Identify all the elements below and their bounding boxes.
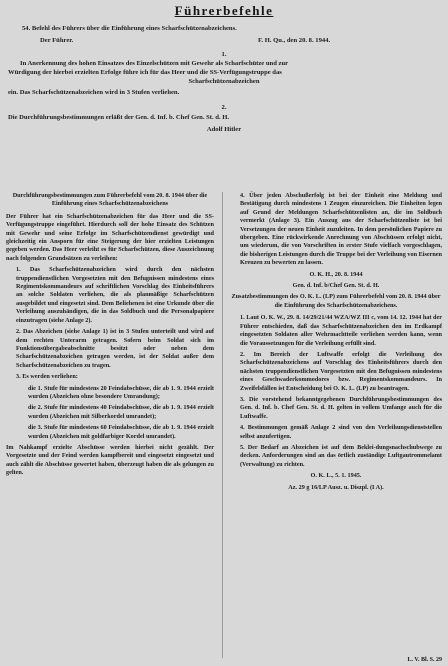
order-place-date: F. H. Qu., den 20. 8. 1944. (258, 37, 331, 44)
page-reference: L. V. Bl. S. 29 (407, 657, 442, 663)
section-1-line-2: Würdigung der hierbei erzielten Erfolge führe ich für das Heer und die SS-Verfügungstruppe das (8, 69, 282, 76)
right-sign-1a: O. K. H., 20. 8. 1944 (309, 270, 363, 278)
left-item-2: 2. Das Abzeichen (siehe Anlage 1) ist in 3 Stufen unterteilt und wird auf dem rechten Unterarm getragen. Sofern beim Soldat sich im Funktionsübergabeabschnitte besitzt oder neben dem Scharfschützenabzeichen getragen werden, ist der Soldat außer dem Scharfschützenabzeichen zu tragen. (16, 328, 214, 369)
right-sign-2a: O. K. L., 5. 1. 1945. (310, 472, 362, 480)
document-title: Führerbefehle (174, 3, 274, 18)
section-1-tail: ein. Das Scharfschützenabzeichen wird in 3 Stufen verliehen. (8, 89, 180, 96)
right-z-item-5: 5. Der Bedarf an Abzeichen ist auf dem Beklei-dungsnachschubwege zu decken. Anforderungen sind an das örtlich zuständige Luftgautrommelamt (Verwaltung) zu richten. (240, 443, 442, 468)
section-1-line-1: In Anerkennung des hohen Einsatzes des Einzelschützen mit Gewehr als Scharfschütze und zur (20, 60, 289, 67)
signature: Adolf Hitler (206, 126, 242, 133)
section-1-line-3: Scharfschützenabzeichen (188, 78, 260, 85)
right-heading-2: Zusatzbestimmungen des O. K. L. (LP) zum Führerbefehl vom 20. 8. 1944 über die Einführung des Scharfschützenabzeichens. (231, 293, 441, 309)
section-2-number: 2. (221, 104, 227, 111)
left-level-3: die 3. Stufe für mindestens 60 Feindabschüsse, die ab 1. 9. 1944 erzielt wurden (Abzeichen mit goldfarbiger Kordel umrandet). (28, 424, 214, 440)
left-level-1: die 1. Stufe für mindestens 20 Feindabschüsse, die ab 1. 9. 1944 erzielt wurden (Abzeichen ohne besondere Umrandung); (28, 384, 214, 400)
left-column (6, 192, 214, 481)
section-1-number: 1. (221, 51, 227, 58)
column-divider (222, 192, 223, 658)
order-from: Der Führer. (40, 37, 74, 44)
left-heading: Durchführungsbestimmungen zum Führerbefehl vom 20. 8. 1944 über die Einführung eines Scharfschützenabzeichens (12, 192, 208, 208)
right-sign-2b: Az. 29 g 16/LP Ausz. u. Diszpl. (I A). (288, 483, 384, 491)
left-level-2: die 2. Stufe für mindestens 40 Feindabschüsse, die ab 1. 9. 1944 erzielt wurden (Abzeichen mit Silberkordel umrandet); (28, 404, 214, 420)
right-column (230, 192, 442, 495)
right-z-item-3: 3. Die vorstehend bekanntgegebenen Durchführungsbestimmungen des Gen. d. Inf. b. Chef Gen. St. d. H. gelten in vollem Umfange auch für die Luftwaffe. (240, 395, 442, 420)
right-z-item-1: 1. Laut O. K. W., 29. 8. 14/29/21/44 WZA/WZ III c, vom 14. 12. 1944 hat der Führer entschieden, daß das Scharfschützenabzeichen den im Erdkampf eingesetzten Soldaten aller Wehrmachtteile verliehen werden kann, wenn die Voraussetzungen für die Verleihung erfüllt sind. (240, 314, 442, 347)
right-item-4: 4. Über jeden Abschußerfolg ist bei der Einheit eine Meldung und Bestätigung durch mindestens 1 Zeugen einzureichen. Die Einheiten legen auf Grund der Meldungen Scharfschützenlisten an, die im Soldbuch vermerkt (Anlage 3). Ein Auszug aus der Scharfschützenliste ist bei Versetzungen der neuen Einheit zuzuleiten. In dem persönlichen Papiere zu übergeben. Eine rückwirkende Anrechnung von Abschüssen erfolgt nicht, um wiederum, die von Vorschriften in erster Stufe vielfach vorgeschlagen, die bisherigen Leistungen durch die Truppe bei der Verleihung von Eisernen Kreuzen zu bewerten zu lassen. (240, 192, 442, 267)
section-2-text: Die Durchführungsbestimmungen erläßt der Gen. d. Inf. b. Chef Gen. St. d. H. (8, 114, 230, 121)
left-closing: Im Nahkampf erzielte Abschüsse werden hierbei nicht gezählt. Der Vorgesetzte und der Feind werden kampfbereit und eingesetzt eingesetzt und auch zählt die Abschüsse gewertet haben, überzeugt haben die als gelungen zu gelten. (6, 443, 214, 477)
left-item-1: 1. Das Scharfschützenabzeichen wird durch den nächsten truppendienstlichen Vorgesetzten mit den Befugnissen mindestens eines Regimentskommandeurs auf schriftlichen Vorschlag des Einheitsführers an solche Soldaten verliehen, die als planmäßige Scharfschützen ausgebildet und eingesetzt sind. Dem Beliehenen ist eine Urkunde über die Verleihung auszuhändigen, die in das Soldbuch und die Personalpapiere einzutragen (siehe Anlage 2). (16, 266, 214, 324)
order-heading: 54. Befehl des Führers über die Einführung eines Scharfschützenabzeichens. (22, 25, 237, 32)
left-item-3: 3. Es werden verliehen: (16, 373, 78, 381)
right-z-item-2: 2. Im Bereich der Luftwaffe erfolgt die Verleihung des Scharfschützenabzeichens auf Vorschlag des Einheitsführers durch den nächsten truppendienstlichen Vorgesetzten mit den Befugnissen mindestens eines Geschwaderkommodores bzw. Regimentskommandeurs. In Zweifelsfällen ist Entscheidung bei O. K. L. (LP) zu beantragen. (240, 350, 442, 392)
right-z-item-4: 4. Bestimmungen gemäß Anlage 2 sind von den Verleihungsdienststellen selbst anzufertigen. (240, 424, 442, 440)
right-sign-1b: Gen. d. Inf. b/Chef Gen. St. d. H. (292, 282, 380, 290)
left-intro: Der Führer hat ein Scharfschützenabzeichen für das Heer und die SS-Verfügungstruppe eingeführt. Hierdurch soll der hohe Einsatz des Schützen mit Gewehr und seine Erfolge im Scharfschützendienst gewürdigt und gleichzeitig ein Ansporn für eine Steigerung der hier erzielten Leistungen gegeben werden. Das Heer verleiht es für Scharfschützen, diese Auszeichnung nach folgenden Grundsätzen zu verleihen: (6, 212, 214, 262)
